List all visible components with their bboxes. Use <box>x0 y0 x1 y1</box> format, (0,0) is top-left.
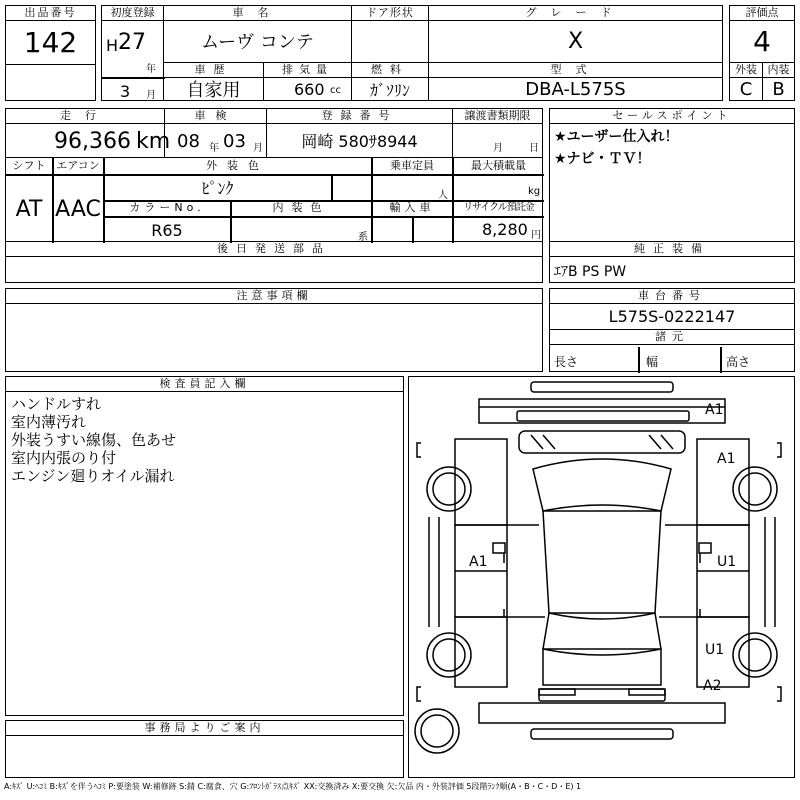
score: 4 <box>753 24 771 58</box>
load-unit: kg <box>528 186 541 197</box>
capacity-unit: 人 <box>438 190 448 201</box>
inspection-year-unit: 年 <box>209 143 219 154</box>
inspector-label: 検査員記入欄 <box>6 377 403 392</box>
later-parts-value <box>6 257 542 261</box>
damage-mark: A1 <box>717 451 736 467</box>
exterior-grade-label: 外装 <box>730 63 762 78</box>
shift: AT <box>15 196 43 222</box>
width-label: 幅 <box>646 355 659 369</box>
ac-label: エアコン <box>56 159 100 172</box>
height-label: 高さ <box>726 355 751 369</box>
interior-color-unit: 系 <box>358 232 368 243</box>
interior-color-label: 内装色 <box>272 201 330 214</box>
grade-cell <box>428 5 723 63</box>
color-number: R65 <box>151 220 183 240</box>
sales-point-item: ★ユーザー仕入れ！ <box>554 129 679 145</box>
interior-grade-cell <box>762 62 795 101</box>
transfer-deadline-label: 譲渡書類期限 <box>453 109 542 124</box>
fuel-label: 燃料 <box>352 63 428 78</box>
door-cell <box>351 5 429 63</box>
office-value <box>6 736 403 740</box>
plate-label: 登録番号 <box>267 109 452 124</box>
interior-grade-label: 内装 <box>763 63 794 78</box>
displacement: 660 <box>294 80 325 99</box>
car-diagram <box>408 376 795 778</box>
inspection-month: 03 <box>223 131 246 152</box>
notes-label: 注意事項欄 <box>6 289 542 304</box>
door-label: ドア形状 <box>352 6 428 21</box>
car-name: ムーヴ コンテ <box>201 32 314 53</box>
recycle-label: リサイクル預託金 <box>463 202 534 213</box>
lot-number-cell <box>5 5 96 101</box>
sales-point-item: ★ナビ・ＴＶ！ <box>554 151 651 167</box>
car-name-cell <box>163 5 352 63</box>
score-label: 評価点 <box>730 6 794 21</box>
displacement-label: 排気量 <box>264 63 351 78</box>
chassis-number: L575S-0222147 <box>550 304 794 330</box>
inspector-note: エンジン廻りオイル漏れ <box>11 467 175 485</box>
sales-points-label: セールスポイント <box>550 109 794 124</box>
reg-year: 27 <box>118 30 146 55</box>
recycle-unit: 円 <box>531 230 541 241</box>
recycle-fee: 8,280 <box>482 220 528 239</box>
lot-number-label: 出品番号 <box>6 6 95 21</box>
equipment-label: 純正装備 <box>550 242 794 257</box>
first-registration-cell <box>101 5 164 101</box>
transfer-deadline-cell <box>452 108 543 158</box>
grade-label: グレード <box>429 6 722 21</box>
dimensions-label: 諸元 <box>550 330 794 345</box>
grade: X <box>567 28 584 54</box>
length-label: 長さ <box>554 355 579 369</box>
inspection-label: 車検 <box>165 109 266 124</box>
plate-cell <box>266 108 453 158</box>
interior-grade: B <box>772 78 785 100</box>
inspector-note: 外装うすい線傷、色あせ <box>11 431 177 449</box>
later-parts-label: 後日発送部品 <box>6 242 542 257</box>
model-code-cell <box>428 62 723 101</box>
shift-label: シフト <box>12 159 46 172</box>
mileage-label: 走行 <box>6 109 164 124</box>
lot-number: 142 <box>6 21 95 65</box>
spec-block <box>5 157 543 242</box>
mileage-cell <box>5 108 171 158</box>
history-label: 車歴 <box>164 63 263 78</box>
office-cell <box>5 720 404 778</box>
mileage: 96,366 <box>54 129 131 154</box>
transfer-month-unit: 月 <box>493 143 503 154</box>
inspection-year: 08 <box>177 131 200 152</box>
exterior-grade: C <box>739 78 753 100</box>
sales-points-cell <box>549 108 795 242</box>
model-code-label: 型式 <box>429 63 722 78</box>
color-label: 外装色 <box>206 159 269 172</box>
reg-month: 3 <box>120 82 131 101</box>
notes-cell <box>5 288 543 372</box>
fuel-cell <box>351 62 429 101</box>
plate-number: 岡崎 580ｻ8944 <box>301 131 418 151</box>
first-registration-label: 初度登録 <box>102 6 163 21</box>
legend: A:ｷｽﾞ U:ﾍｺﾐ B:ｷｽﾞを伴うﾍｺﾐ P:要塗装 W:補修跡 S:錆 C:腐食、穴 G:ﾌﾛﾝﾄｶﾞﾗｽ点ｷｽﾞ XX:交換済み X:要交換 欠:欠品 内・外装評価 5段階ﾗﾝｸ順(A・B・C・D・E) 1 <box>4 782 582 791</box>
office-label: 事務局よりご案内 <box>6 721 403 736</box>
notes-value <box>6 304 542 308</box>
ac: AAC <box>55 196 101 222</box>
inspector-cell <box>5 376 404 716</box>
damage-mark: U1 <box>705 642 725 658</box>
damage-mark: A2 <box>703 678 722 694</box>
import-label: 輸入車 <box>389 201 435 214</box>
color-no-label: カラーNo. <box>129 201 205 214</box>
damage-mark: U1 <box>717 554 737 570</box>
mileage-unit: km <box>136 129 171 154</box>
damage-mark: A1 <box>705 402 724 418</box>
history-cell <box>163 62 264 101</box>
model-code: DBA-L575S <box>525 78 626 100</box>
car-diagram-svg <box>409 377 796 779</box>
inspector-note: 室内薄汚れ <box>11 413 87 431</box>
equipment-cell <box>549 241 795 283</box>
reg-month-unit: 月 <box>146 90 156 101</box>
damage-mark: A1 <box>469 554 488 570</box>
later-parts-cell <box>5 241 543 283</box>
displacement-cell <box>263 62 352 101</box>
history: 自家用 <box>186 80 241 101</box>
transfer-day-unit: 日 <box>529 143 539 154</box>
chassis-label: 車台番号 <box>550 289 794 304</box>
fuel: ｶﾞｿﾘﾝ <box>369 80 410 100</box>
displacement-unit: cc <box>330 85 341 96</box>
inspection-cell <box>164 108 267 158</box>
score-cell <box>729 5 795 63</box>
capacity-label: 乗車定員 <box>390 159 434 172</box>
reg-year-unit: 年 <box>146 64 156 75</box>
load-label: 最大積載量 <box>471 159 526 172</box>
inspector-note: ハンドルすれ <box>11 395 102 413</box>
inspector-note: 室内内張のり付 <box>11 449 117 467</box>
inspection-month-unit: 月 <box>253 143 263 154</box>
equipment-value: ｴｱB PS PW <box>554 264 627 280</box>
car-name-label: 車名 <box>164 6 351 21</box>
exterior-grade-cell <box>729 62 763 101</box>
chassis-cell <box>549 288 795 372</box>
exterior-color: ﾋﾟﾝｸ <box>201 179 234 198</box>
era: H <box>106 36 119 55</box>
door-type <box>352 21 428 61</box>
